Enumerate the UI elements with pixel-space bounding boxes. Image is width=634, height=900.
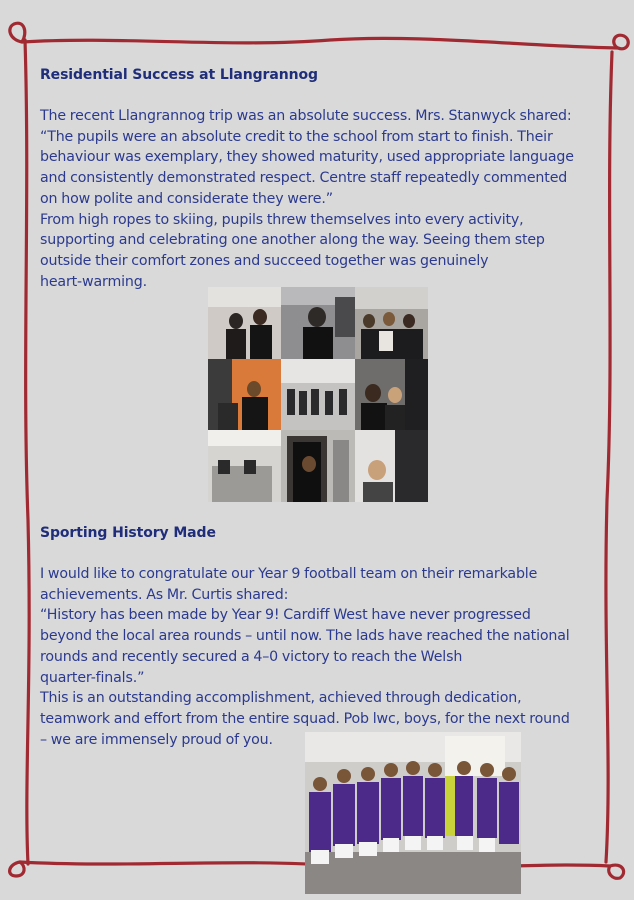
text-line: beyond the local area rounds – until now. The lads have reached the national <box>40 628 570 645</box>
text-line: – we are immensely proud of you. <box>40 731 273 748</box>
text-line: This is an outstanding accomplishment, achieved through dedication, <box>40 690 522 707</box>
text-line: and consistently demonstrated respect. Centre staff repeatedly commented <box>40 170 568 187</box>
section-heading-residential: Residential Success at Llangrannog <box>40 67 318 83</box>
photo-tile <box>355 359 428 430</box>
football-team-photo <box>305 732 521 894</box>
text-line: “The pupils were an absolute credit to the school from start to finish. Their <box>40 128 553 145</box>
photo-tile <box>281 287 355 359</box>
photo-tile <box>281 359 355 430</box>
text-line: quarter-finals.” <box>40 669 145 686</box>
text-line: From high ropes to skiing, pupils threw themselves into every activity, <box>40 211 524 228</box>
photo-tile <box>355 287 428 359</box>
text-line: The recent Llangrannog trip was an absolute success. Mrs. Stanwyck shared: <box>40 108 572 124</box>
text-line: heart-warming. <box>40 273 147 290</box>
section-heading-sporting: Sporting History Made <box>40 525 216 541</box>
sporting-paragraph <box>40 564 596 750</box>
text-line: supporting and celebrating one another along the way. Seeing them step <box>40 232 545 249</box>
text-line: behaviour was exemplary, they showed maturity, used appropriate language <box>40 149 574 166</box>
photo-tile <box>355 430 428 502</box>
text-line: teamwork and effort from the entire squad. Pob lwc, boys, for the next round <box>40 710 570 727</box>
photo-tile <box>281 430 355 502</box>
residential-paragraph <box>40 106 596 292</box>
text-line: “History has been made by Year 9! Cardiff West have never progressed <box>40 607 531 624</box>
trip-photo-collage <box>208 287 428 502</box>
photo-tile <box>208 359 281 430</box>
photo-tile <box>208 287 281 359</box>
text-line: on how polite and considerate they were.” <box>40 190 333 207</box>
photo-tile <box>208 430 281 502</box>
text-line: rounds and recently secured a 4–0 victory to reach the Welsh <box>40 648 463 665</box>
text-line: I would like to congratulate our Year 9 football team on their remarkable <box>40 566 538 582</box>
text-line: outside their comfort zones and succeed together was genuinely <box>40 252 489 269</box>
text-line: achievements. As Mr. Curtis shared: <box>40 586 289 603</box>
